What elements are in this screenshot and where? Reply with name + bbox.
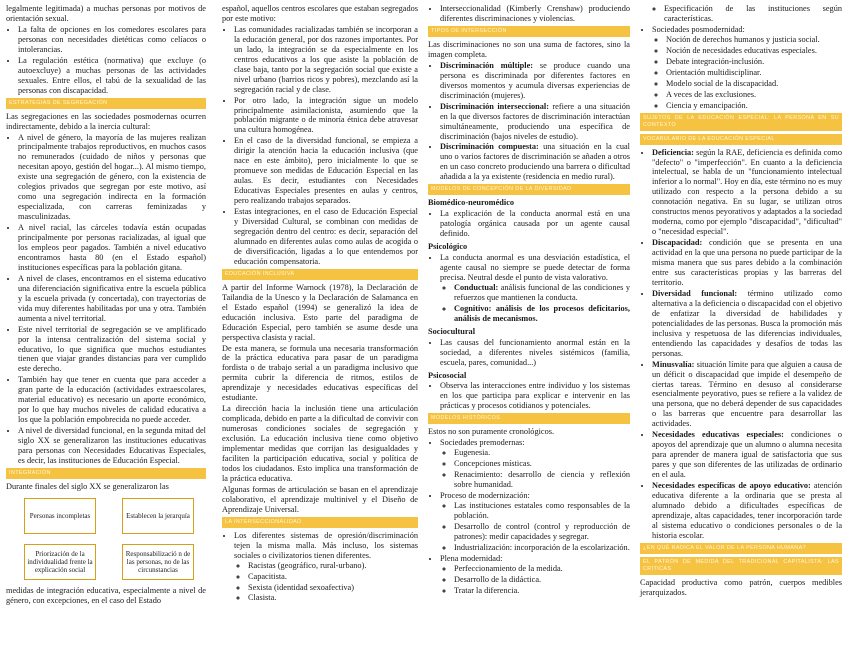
sub-item: ◦ Clasista. [248,593,418,603]
sub-list [440,564,630,596]
term: Discriminación interseccional: [440,101,549,111]
bullet-list [428,338,630,368]
bullet-list [428,4,630,24]
sub-list [440,283,630,324]
definition: refiere a una situación en la que diversos factores de discriminación interactúan simultáneamente, produciendo una específica de discriminación (bajos niveles de estudio). [440,101,631,141]
tipos-intro: Las discriminaciones no son una suma de factores, sino la imagen completa. [428,39,630,59]
tipos-list [428,61,630,182]
closing-text: medidas de integración educativa, especialmente a nivel de género, con excepciones, en el caso del Estado [6,585,206,605]
list-item: • También hay que tener en cuenta que para acceder a gran parte de la educación (actividades extraescolares, material educativo) es necesario un aporte económico, por lo que hay muchos niveles de calidad educativa a los que la población empobrecida no puede acceder. [18,375,206,425]
sub-item: ◦ Noción de derechos humanos y justicia social. [666,35,842,45]
sub-item: ◦ Renacimiento: desarrollo de ciencia y reflexión sobre humanidad. [454,470,630,490]
integracion-intro: Durante finales del siglo XX se generalizaron las [6,481,169,491]
list-item-text: Plena modernidad: [440,553,503,563]
list-item [652,481,842,541]
term: Discriminación múltiple: [440,60,534,70]
sub-item [454,283,630,303]
list-item-text: Sociedades posmodernidad: [652,24,745,34]
concept-box: Personas incompletas [24,498,96,534]
sub-item: ◦ Las instituciones estatales como responsables de la población. [454,501,630,521]
definition: situación límite para que alguien a causa de un déficit o discapacidad que impide el desempeño de ciertas tareas. Término en desuso al considerarse esencialmente peyorativo, pues se refiere a la validez de una persona, que no deberá depender de sus capacidades o las barreras que encuentre para desarrollar las actividades. [652,359,842,429]
subheading: Psicosocial [428,370,467,380]
section-band-valor: ¿EN QUÉ RADICA EL VALOR DE LA PERSONA HUMANA? [640,543,842,554]
list-item: • Las comunidades racializadas también se incorporan a la educación general, por dos razones importantes. Por un lado, la integración se da especialmente en los centros educativos a los que asiste la población de clase baja, tanto por la segregación social que existe a nivel urbano (barrios ricos y pobres), mezclando así la segregación racial y de clase. [234,25,418,95]
list-item [440,491,630,553]
section-band-modelos: MODELOS DE CONCEPCIÓN DE LA DIVERSIDAD [428,184,630,195]
sub-item: ◦ Orientación multidisciplinar. [666,68,842,78]
paragraph: De esta manera, se formula una necesaria transformación de la práctica educativa para pasar de un paradigma fordista o de trabajo serial a un paradigma inclusivo que permita cubrir la diferencia de ritmos, estilos de aprendizaje y necesidades educativas específicas del estudiante. [222,343,418,403]
intro-tail: legalmente legitimada) a muchas personas por motivos de orientación sexual. [6,4,206,23]
concept-box: Responsabilizació n de las personas, no de las circunstancias [122,544,194,580]
vocab-list [640,148,842,541]
list-item [440,61,630,101]
bullet-list-b [6,133,206,466]
section-band-interseccionalidad: LA INTERSECCIONALIDAD [222,517,418,528]
paragraph: Algunas formas de articulación se basan en el aprendizaje colaborativo, el aprendizaje multinivel y el Diseño de Aprendizaje Universal. [222,484,418,514]
sub-list [234,561,418,604]
sub-item: ◦ Noción de necesidades educativas especiales. [666,46,842,56]
concept-box: Establecen la jerarquía [122,498,194,534]
sub-item: ◦ Sexista (identidad sexoafectiva) [248,583,418,593]
list-item [652,360,842,430]
sub-item: ◦ Industrialización: incorporación de la escolarización. [454,543,630,553]
sub-item: ◦ Debate integración-inclusión. [666,57,842,67]
paragraph: A partir del Informe Warnock (1978), la Declaración de Tailandia de la Unesco y la Declaración de Salamanca en el Estado español (1994) se generalizó la idea de educación inclusiva. Esto parte del paradigma de Educación Especial, pero también se asume desde una perspectiva clasista y racial. [222,282,418,342]
list-item [652,430,842,480]
sub-item: ◦ Desarrollo de la didáctica. [454,575,630,585]
sub-item [454,304,630,324]
term: Deficiencia: [652,147,694,157]
definition: condición que se presenta en una actividad en la que una persona no puede participar de la misma manera que sus pares debido a la combinación entre sus características propias y las barreras del territorio. [652,238,842,287]
list-item: • A nivel racial, las cárceles todavía están ocupadas principalmente por personas racializadas, al igual que los empleos peor pagados. También a nivel educativo encontramos hasta 80 (en el Estado español) instituciones específicas para la población gitana. [18,223,206,273]
definition: término utilizado como alternativa a la deficiencia o discapacidad con el objetivo de enfatizar la diversidad de habilidades y potencialidades de las personas. Busca la promoción más inclusiva y respetuosa de las diferencias individuales, entendiendo las capacidades y desafíos de todas las personas. [652,288,842,358]
bullet-list [428,253,630,324]
sub-item: ◦ Tratar la diferencia. [454,586,630,596]
subheading: Psicológico [428,242,468,252]
list-item: • A nivel de clases, encontramos en el sistema educativo una diferenciación significativa entre la escuela pública y la escuela privada (y concertada), con trayectorias de vida muy diferentes habilitadas por una y otra. También aumenta a nivel territorial. [18,274,206,324]
list-item [652,289,842,359]
bullet-list [640,25,842,111]
sub-item: ◦ Capacitista. [248,572,418,582]
list-item [440,253,630,324]
sub-item: ◦ Eugenesia. [454,448,630,458]
list-item: • La explicación de la conducta anormal está en una patología orgánica causada por un agente causal definido. [440,209,630,239]
bullet-list [222,25,418,267]
list-item: • A nivel de diversidad funcional, en la segunda mitad del siglo XX se generalizaron las instituciones educativas para personas con Necesidades Educativas Especiales, es decir, las instituciones de Educación Especial. [18,426,206,466]
definition: atención educativa diferente a la ordinaria que se presta al alumnado debido a dificultades específicas de aprendizaje, altas capacidades, tener incorporación tarde al sistema educativo o condiciones personales o de la historia escolar. [652,481,842,540]
definition: se produce cuando una persona es discriminada por diferentes factores en diversos momentos y acumula diversas experiencias de discriminación (mujeres). [440,60,631,100]
list-item: • En el caso de la diversidad funcional, se empieza a dirigir la atención hacia la educación inclusiva (que nace en este ámbito), pero inicialmente lo que se promueve son medidas de Educación Especial en las aulas. Es decir, estudiantes con Necesidades Educativas Especiales presentes en aulas y centros, pero realizando trabajos separados. [234,136,418,206]
term: Discriminación compuesta: [440,142,539,152]
concept-box-grid [24,498,194,580]
list-item: • Observa las interacciones entre individuo y los sistemas en los que participa para explicar e intervenir en las prácticas y procesos cotidianos y potenciales. [440,381,630,411]
intro-text: español, aquellos centros escolares que estaban segregados por este motivo: [222,4,418,23]
sub-item: ◦ Especificación de las instituciones según características. [664,4,842,24]
sub-item: ◦ Modelo social de la discapacidad. [666,79,842,89]
term: Discapacidad: [652,238,703,248]
sub-item: ◦ Racistas (geográfico, rural-urbano). [248,561,418,571]
bullet-list [222,531,418,604]
term: Cognitivo: análisis de los procesos deficitarios, análisis de mecanismos. [454,303,630,323]
section-band-modelos-historicos: MODELOS HISTÓRICOS [428,413,630,424]
hist-intro: Estos no son puramente cronológicos. [428,427,555,437]
sub-list [640,4,842,24]
sub-list [652,35,842,111]
term: Necesidades específicas de apoyo educativo: [652,481,811,491]
subheading: Biomédico-neuromédico [428,198,515,208]
definition: condiciones o apoyos del aprendizaje que un alumno o alumna necesita para aprender de manera igual de satisfactoria que sus pares y que son diferentes de las utilizadas de ordinario en el aula. [652,430,842,480]
bullet-list [428,381,630,411]
bullet-list [428,209,630,239]
list-item [234,531,418,604]
column-3 [428,4,630,597]
sub-item: ◦ Concepciones místicas. [454,459,630,469]
list-item [652,25,842,111]
list-item [440,142,630,182]
column-4 [640,4,842,599]
column-1 [6,4,206,607]
section-band-sujetos: SUJETOS DE LA EDUCACIÓN ESPECIAL: LA PERSONA EN SU CONTEXTO [640,113,842,131]
sub-item: ◦ Desarrollo de control (control y reproducción de patrones): medir capacidades y segregar. [454,522,630,542]
sub-list [440,501,630,553]
hist-list [428,438,630,595]
section-band-vocabulario: VOCABULARIO DE LA EDUCACIÓN ESPECIAL [640,134,842,145]
list-item: • La falta de opciones en los comedores escolares para personas con necesidades dietéticas como celíacos o intolerancias. [18,25,206,55]
section-band-tipos: TIPOS DE INTERSECCIÓN [428,26,630,37]
term: Minusvalía: [652,359,695,369]
bullet-list-a [6,25,206,96]
concept-box: Priorización de la individualidad frente la explicación social [24,544,96,580]
list-item: • Este nivel territorial de segregación se ve amplificado por la intensa centralización del sistema social y educativo, lo que significa que muchos estudiantes tienen que viajar grandes distancias para ver cumplido este derecho. [18,325,206,375]
term: Diversidad funcional: [652,288,738,298]
section-band-patron: EL PATRÓN DE MEDIDA DEL TRADICIONAL CAPITALISTA: LAS CRÍTICAS [640,557,842,575]
list-item: • Por otro lado, la integración sigue un modelo principalmente asimilacionista, asumiendo que la población migrante o de minoría étnica debe atravesar una cultura homogénea. [234,96,418,136]
list-item: • Las causas del funcionamiento anormal están en la sociedad, a diferentes niveles sistémicos (familia, escuela, pares, comunidad...) [440,338,630,368]
list-item [652,238,842,288]
list-item-text: La conducta anormal es una desviación estadística, el agente causal no siempre se puede detectar de forma precisa. Neutral desde el punto de vista valorativo. [440,253,630,282]
list-item: • A nivel de género, la mayoría de las mujeres realizan principalmente trabajos reproductivos, en muchos casos no remunerados (cuidado de niños y personas que necesitan apoyo, gestión del hogar...). Al mismo tiempo, existe una segregación de género, con la existencia de colegios privados que segregan por este motivo, así como una segregación indirecta en la formación especializada, con carreras feminizadas y masculinizadas. [18,133,206,223]
term: Conductual: [454,282,499,292]
closing-text: Capacidad productiva como patrón, cuerpos medibles jerarquizados. [640,577,842,597]
list-item-text: Sociedades premodernas: [440,438,525,448]
sub-list [440,448,630,490]
list-item: • Estas integraciones, en el caso de Educación Especial y Diversidad Cultural, se combinan con medidas de segregación dentro del centro: es decir, separación del alumnado en diferentes aulas como aulas de acogida o de diversificación, ligadas a lo que entendemos por educación compensatoria. [234,207,418,267]
section-band-segregacion: ESTRATEGIAS DE SEGREGACIÓN [6,98,206,109]
column-2 [222,4,418,604]
section-band-integracion: INTEGRACIÓN [6,468,206,479]
definition: análisis funcional de las condiciones y refuerzos que mantienen la conducta. [454,282,630,302]
list-item-text: Los diferentes sistemas de opresión/discriminación tejen la misma malla. Más incluso, los sistemas sociales o civilizatorios tienen diferentes. [234,530,418,560]
subheading: Sociocultural [428,326,476,336]
list-item: • La regulación estética (normativa) que excluye (o autoexcluye) a muchas personas de las actividades sexuales. Entre ellos, el tabú de la sexualidad de las personas con discapacidad. [18,56,206,96]
sub-item: ◦ Ciencia y emancipación. [666,101,842,111]
definition: según la RAE, deficiencia es definida como "defecto" o "imperfección". En cuanto a la deficiencia intelectual, se habla de un "funcionamiento intelectual inferior a lo normal". Hoy en día, este término no es muy utilizado con respecto a la persona debido a su connotación negativa. En su lugar, se utilizan otros constructos menos peyorativos y adaptados a la sociedad moderna, como por ejemplo "discapacidad", "dificultad" o "necesidad especial". [652,147,842,237]
list-item [440,554,630,596]
list-item [440,438,630,490]
sub-item: ◦ A veces de las exclusiones. [666,90,842,100]
definition: una situación en la cual uno o varios factores de discriminación se añaden a otros en un caso concreto produciendo una barrera o dificultad añadida a la ya existente (residencia en medio rural). [440,142,630,182]
list-item [440,102,630,142]
list-item: • Interseccionalidad (Kimberly Crenshaw) produciendo diferentes discriminaciones y violencias. [440,4,630,24]
segregacion-intro: Las segregaciones en las sociedades posmodernas ocurren indirectamente, debido a la inercia cultural: [6,111,206,131]
list-item [652,148,842,238]
section-band-inclusion: EDUCACIÓN INCLUSIVA [222,269,418,280]
list-item-text: Proceso de modernización: [440,491,530,501]
sub-item: ◦ Perfeccionamiento de la medida. [454,564,630,574]
term: Necesidades educativas especiales: [652,430,784,440]
paragraph: La dirección hacia la inclusión tiene una articulación complicada, debido en parte a la dificultad de convivir con numerosas condiciones sociales de segregación y exclusión. La educación inclusiva tiene como objetivo implementar medidas que corrijan las desigualdades y faciliten la participación educativa, social y política de todos los ciudadanos. Esto implica una transformación de la práctica educativa. [222,404,418,483]
